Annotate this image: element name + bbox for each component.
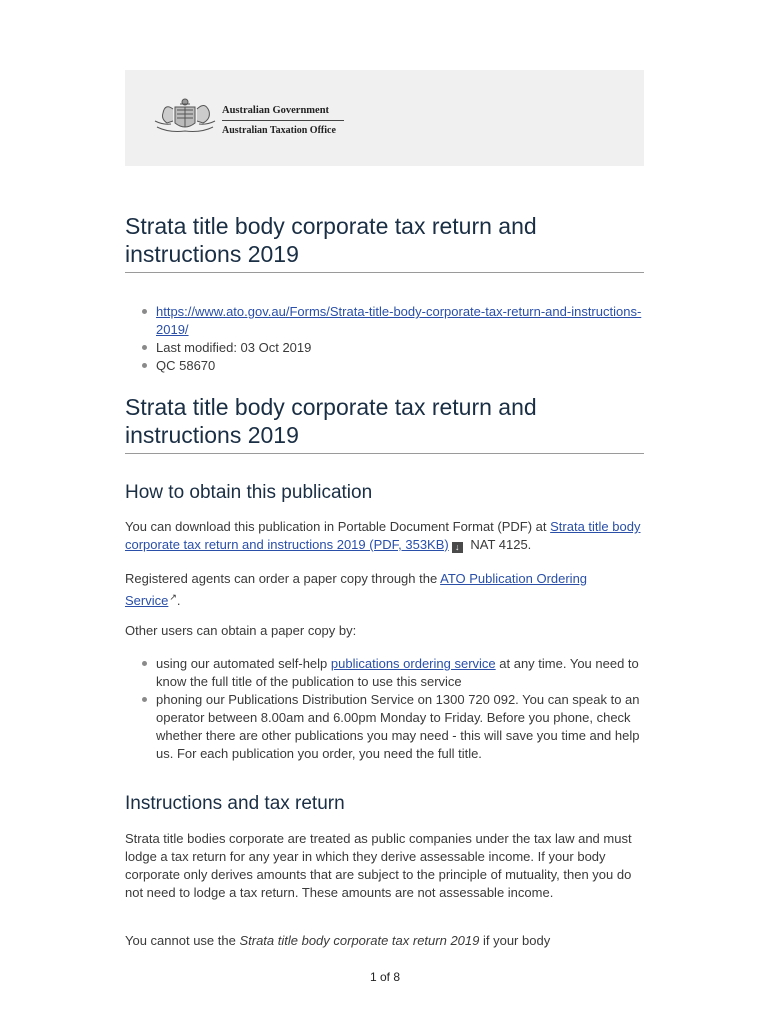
- paragraph-text: if your body: [479, 933, 551, 948]
- paragraph-agents: [125, 570, 644, 610]
- list-item-text: at any time. You need to know the full title of the publication to use this service: [156, 656, 639, 689]
- paragraph-text: .: [176, 593, 181, 608]
- download-icon: ↓: [452, 542, 463, 553]
- paragraph-text: You cannot use the: [125, 933, 240, 948]
- paper-copy-list: [125, 655, 644, 763]
- org-name-ato: Australian Taxation Office: [222, 125, 336, 136]
- list-item: [125, 655, 644, 691]
- ordering-service-link[interactable]: ATO Publication Ordering Service: [125, 571, 588, 608]
- coat-of-arms-icon: [153, 97, 217, 139]
- meta-list: [125, 303, 644, 375]
- list-item: QC 58670: [125, 357, 644, 375]
- publications-ordering-link[interactable]: publications ordering service: [330, 656, 496, 671]
- paragraph-download: [125, 518, 644, 554]
- list-item: Last modified: 03 Oct 2019: [125, 339, 644, 357]
- list-item-text: using our automated self-help: [156, 656, 331, 671]
- form-title-italic: Strata title body corporate tax return 2019: [239, 933, 480, 948]
- header-banner: [125, 70, 644, 166]
- org-name-government: Australian Government: [222, 105, 330, 116]
- source-url-link[interactable]: https://www.ato.gov.au/Forms/Strata-title-body-corporate-tax-return-and-instructions-2019/: [156, 304, 642, 337]
- paragraph-text: NAT 4125.: [466, 537, 532, 552]
- paragraph-text: You can download this publication in Portable Document Format (PDF) at: [125, 519, 551, 534]
- paragraph-bodies-corporate: Strata title bodies corporate are treated as public companies under the tax law and must lodge a tax return for any year in which they derive assessable income. If your body corporate only derives amounts that are subject to the principle of mutuality, then you do not need to lodge a tax return. These amounts are not assessable income.: [125, 831, 632, 900]
- page-title: Strata title body corporate tax return and instructions 2019: [125, 212, 644, 273]
- ato-logo: [153, 97, 353, 143]
- pdf-download-link[interactable]: Strata title body corporate tax return and instructions 2019 (PDF, 353KB): [125, 519, 641, 552]
- logo-divider: [222, 120, 344, 121]
- paragraph-text: Registered agents can order a paper copy through the: [125, 571, 441, 586]
- list-item: phoning our Publications Distribution Service on 1300 720 092. You can speak to an operator between 8.00am and 6.00pm Monday to Friday. Before you phone, check whether there are other publications you may need - this will save you time and help us. For each publication you order, you need the full title.: [125, 691, 644, 763]
- list-item: [125, 303, 644, 339]
- external-link-icon: ↗: [169, 592, 177, 602]
- article-title: Strata title body corporate tax return and instructions 2019: [125, 393, 644, 454]
- logo-wordmark: [222, 105, 344, 137]
- paragraph-other-users: Other users can obtain a paper copy by:: [125, 623, 357, 638]
- paragraph-cannot-use: [125, 932, 644, 950]
- section-heading-obtain: How to obtain this publication: [125, 482, 373, 503]
- section-heading-instructions: Instructions and tax return: [125, 793, 345, 814]
- page-number: 1 of 8: [369, 970, 401, 984]
